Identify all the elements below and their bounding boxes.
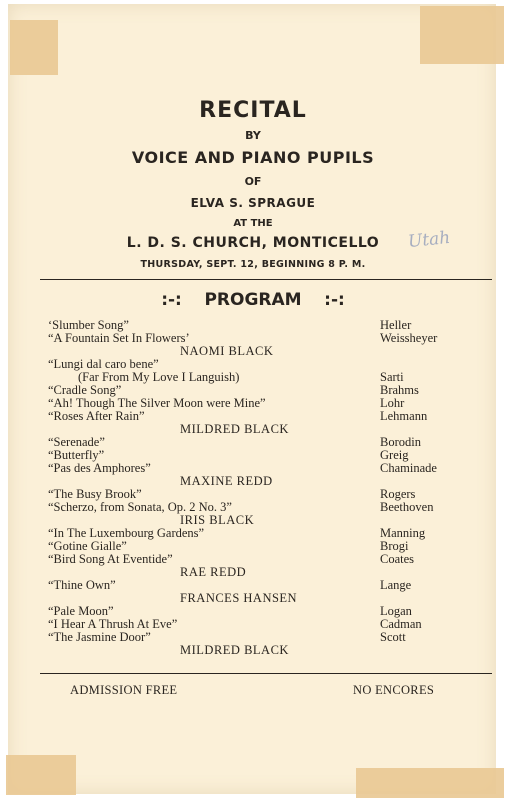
performer-name: MAXINE REDD [180,473,273,488]
piece-composer: Coates [380,551,415,566]
piece-composer: Cadman [380,617,422,632]
piece-title: “The Busy Brook” [48,486,142,501]
piece-title: (Far From My Love I Languish) [78,370,240,384]
bottom-divider [40,673,492,674]
of-label: OF [244,175,262,188]
piece-composer: Lehmann [380,408,428,423]
piece-title: “Bird Song At Eventide” [48,551,173,566]
tape-bottom-right [356,768,504,798]
date-line: THURSDAY, SEPT. 12, BEGINNING 8 P. M. [140,259,366,270]
performer-name: MILDRED BLACK [180,642,289,657]
piece-title: ‘Slumber Song” [48,318,129,332]
at-label: AT THE [233,218,273,229]
performer-name: MILDRED BLACK [180,421,289,436]
piece-composer: Greig [380,447,409,462]
program-heading-text: PROGRAM [204,290,302,310]
piece-title: “The Jasmine Door” [48,630,151,644]
performer-name: IRIS BLACK [180,512,255,527]
piece-title: “Gotine Gialle” [48,538,127,553]
tape-top-right [420,6,504,64]
piece-composer: Logan [380,604,412,619]
teacher-name: ELVA S. SPRAGUE [190,196,316,210]
piece-composer: Brogi [380,538,409,553]
piece-title: “Scherzo, from Sonata, Op. 2 No. 3” [48,499,232,514]
piece-composer: Sarti [380,370,404,384]
piece-title: “Butterfly” [48,447,105,462]
piece-title: “Cradle Song” [48,382,122,397]
top-divider [40,279,492,280]
piece-title: “Pale Moon” [48,604,114,619]
piece-title: “A Fountain Set In Flowers’ [48,330,190,345]
admission-note: ADMISSION FREE [70,683,178,697]
piece-composer: Lohr [380,395,405,410]
piece-title: “Pas des Amphores” [48,460,151,475]
piece-composer: Borodin [380,434,421,449]
performer-name: FRANCES HANSEN [180,590,298,605]
piece-title: “Serenade” [48,434,105,449]
piece-composer: Weissheyer [380,330,438,345]
tape-top-left [10,20,58,75]
tape-bottom-left [6,755,76,795]
piece-title: “I Hear A Thrush At Eve” [48,617,178,632]
piece-composer: Scott [380,630,406,644]
piece-title: “Lungi dal caro bene” [48,357,159,372]
by-label: BY [245,129,261,142]
piece-composer: Beethoven [380,499,434,514]
handwritten-annotation: Utah [407,227,452,253]
recital-title: RECITAL [199,98,307,123]
piece-title: “Thine Own” [48,578,116,592]
piece-title: “Roses After Rain” [48,408,145,423]
program-heading [0,290,506,310]
piece-composer: Lange [380,578,412,592]
piece-title: “Ah! Though The Silver Moon were Mine” [48,395,266,410]
program-deco-left: :-: [161,290,182,310]
piece-composer: Brahms [380,382,419,397]
subject-line: VOICE AND PIANO PUPILS [131,148,375,167]
piece-composer: Heller [380,318,412,332]
performer-name: NAOMI BLACK [180,343,274,358]
piece-composer: Chaminade [380,460,437,475]
venue-line: L. D. S. CHURCH, MONTICELLO [126,235,380,251]
encores-note: NO ENCORES [353,683,435,697]
performer-name: RAE REDD [180,564,247,579]
program-deco-right: :-: [324,290,345,310]
piece-composer: Manning [380,526,426,540]
piece-title: “In The Luxembourg Gardens” [48,526,205,540]
piece-composer: Rogers [380,486,416,501]
